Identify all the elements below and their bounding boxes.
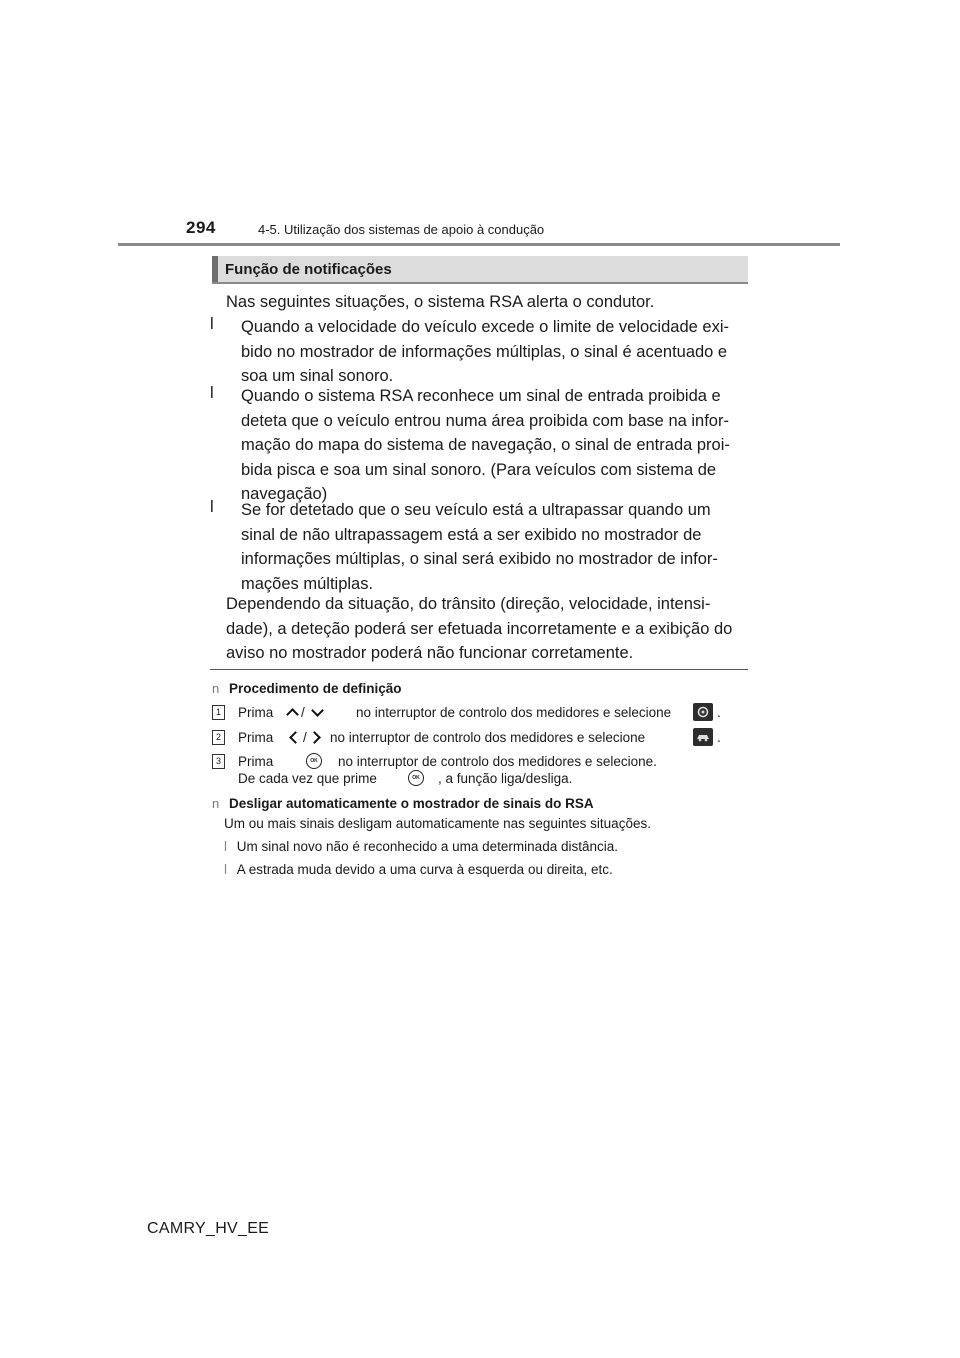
list-item-text: A estrada muda devido a uma curva à esquerda ou direita, etc. — [236, 862, 613, 877]
bullet-line: mação do mapa do sistema de navegação, o sinal de entrada proi- — [241, 436, 730, 455]
bullet-item — [210, 315, 744, 389]
bullet-line: bida pisca e soa um sinal sonoro. (Para veículos com sistema de — [241, 460, 717, 479]
auto-off-title: Desligar automaticamente o mostrador de sinais do RSA — [229, 796, 594, 811]
bullet-line: soa um sinal sonoro. — [241, 367, 394, 386]
procedure-step — [212, 703, 732, 721]
step-text: Prima — [238, 730, 274, 745]
page-number: 294 — [186, 218, 216, 237]
bullet-line: Quando o sistema RSA reconhece um sinal de entrada proibida e — [241, 387, 721, 405]
step-end: . — [717, 730, 721, 745]
chevron-down-icon — [313, 702, 322, 720]
closing-line: aviso no mostrador poderá não funcionar corretamente. — [226, 644, 634, 663]
chevron-right-icon — [310, 729, 319, 747]
bullet-line: navegação) — [241, 485, 328, 504]
chevron-up-icon — [288, 706, 297, 724]
step-sep: / — [303, 730, 307, 745]
subsection-marker: n — [212, 681, 220, 696]
chevron-left-icon — [291, 729, 300, 747]
bullet-line: deteta que o veículo entrou numa área proibida com base na infor- — [241, 411, 729, 430]
step-text: De cada vez que prime — [238, 771, 377, 786]
bullet-line: Quando a velocidade do veículo excede o limite de velocidade exi- — [241, 318, 729, 336]
step-text: Prima — [238, 705, 274, 720]
step-sep: / — [301, 705, 305, 720]
bullet-marker: l — [210, 384, 214, 402]
auto-off-description: Um ou mais sinais desligam automaticamente nas seguintes situações. — [224, 816, 651, 831]
section-accent — [212, 256, 218, 282]
closing-line: dade), a deteção poderá ser efetuada incorretamente e a exibição do — [226, 619, 733, 638]
section-heading-bar — [212, 256, 748, 284]
step-text: , a função liga/desliga. — [438, 771, 573, 786]
step-end: . — [717, 705, 721, 720]
section-divider — [210, 669, 748, 670]
chapter-title: 4-5. Utilização dos sistemas de apoio à condução — [258, 222, 545, 237]
bullet-item — [210, 498, 744, 596]
document-footer: CAMRY_HV_EE — [147, 1220, 270, 1237]
ok-button-icon: OK — [408, 770, 424, 786]
bullet-item — [210, 384, 744, 507]
subsection-marker: n — [212, 796, 220, 811]
step-number: 2 — [212, 730, 225, 745]
bullet-marker: l — [210, 498, 214, 516]
bullet-line: bido no mostrador de informações múltiplas, o sinal é acentuado e — [241, 342, 728, 361]
procedure-step — [212, 752, 732, 788]
bullet-line: sinal de não ultrapassagem está a ser exibido no mostrador de — [241, 525, 702, 544]
step-text: no interruptor de controlo dos medidores e selecione — [356, 705, 672, 720]
list-item — [224, 861, 613, 879]
closing-line: Dependendo da situação, do trânsito (direção, velocidade, intensi- — [226, 595, 711, 613]
bullet-marker: l — [224, 862, 227, 877]
closing-paragraph — [226, 592, 744, 666]
procedure-title: Procedimento de definição — [229, 681, 402, 696]
step-text: Prima — [238, 754, 274, 769]
bullet-marker: l — [224, 839, 227, 854]
bullet-line: informações múltiplas, o sinal será exibido no mostrador de infor- — [241, 550, 718, 569]
header-divider — [118, 243, 840, 246]
bullet-marker: l — [210, 315, 214, 333]
list-item — [224, 838, 618, 856]
step-number: 1 — [212, 705, 225, 720]
auto-off-heading — [212, 795, 594, 813]
ok-button-icon: OK — [306, 753, 322, 769]
section-title: Função de notificações — [225, 261, 392, 278]
step-number: 3 — [212, 754, 225, 769]
intro-text: Nas seguintes situações, o sistema RSA alerta o condutor. — [226, 293, 655, 311]
procedure-step — [212, 728, 732, 746]
step-text: no interruptor de controlo dos medidores e selecione — [330, 730, 646, 745]
procedure-heading — [212, 680, 402, 698]
rsa-car-icon — [693, 728, 713, 746]
step-text: no interruptor de controlo dos medidores e selecione. — [338, 754, 657, 769]
bullet-line: Se for detetado que o seu veículo está a ultrapassar quando um — [241, 501, 711, 519]
settings-gear-icon — [693, 703, 713, 721]
bullet-line: mações múltiplas. — [241, 574, 374, 593]
list-item-text: Um sinal novo não é reconhecido a uma determinada distância. — [236, 839, 618, 854]
